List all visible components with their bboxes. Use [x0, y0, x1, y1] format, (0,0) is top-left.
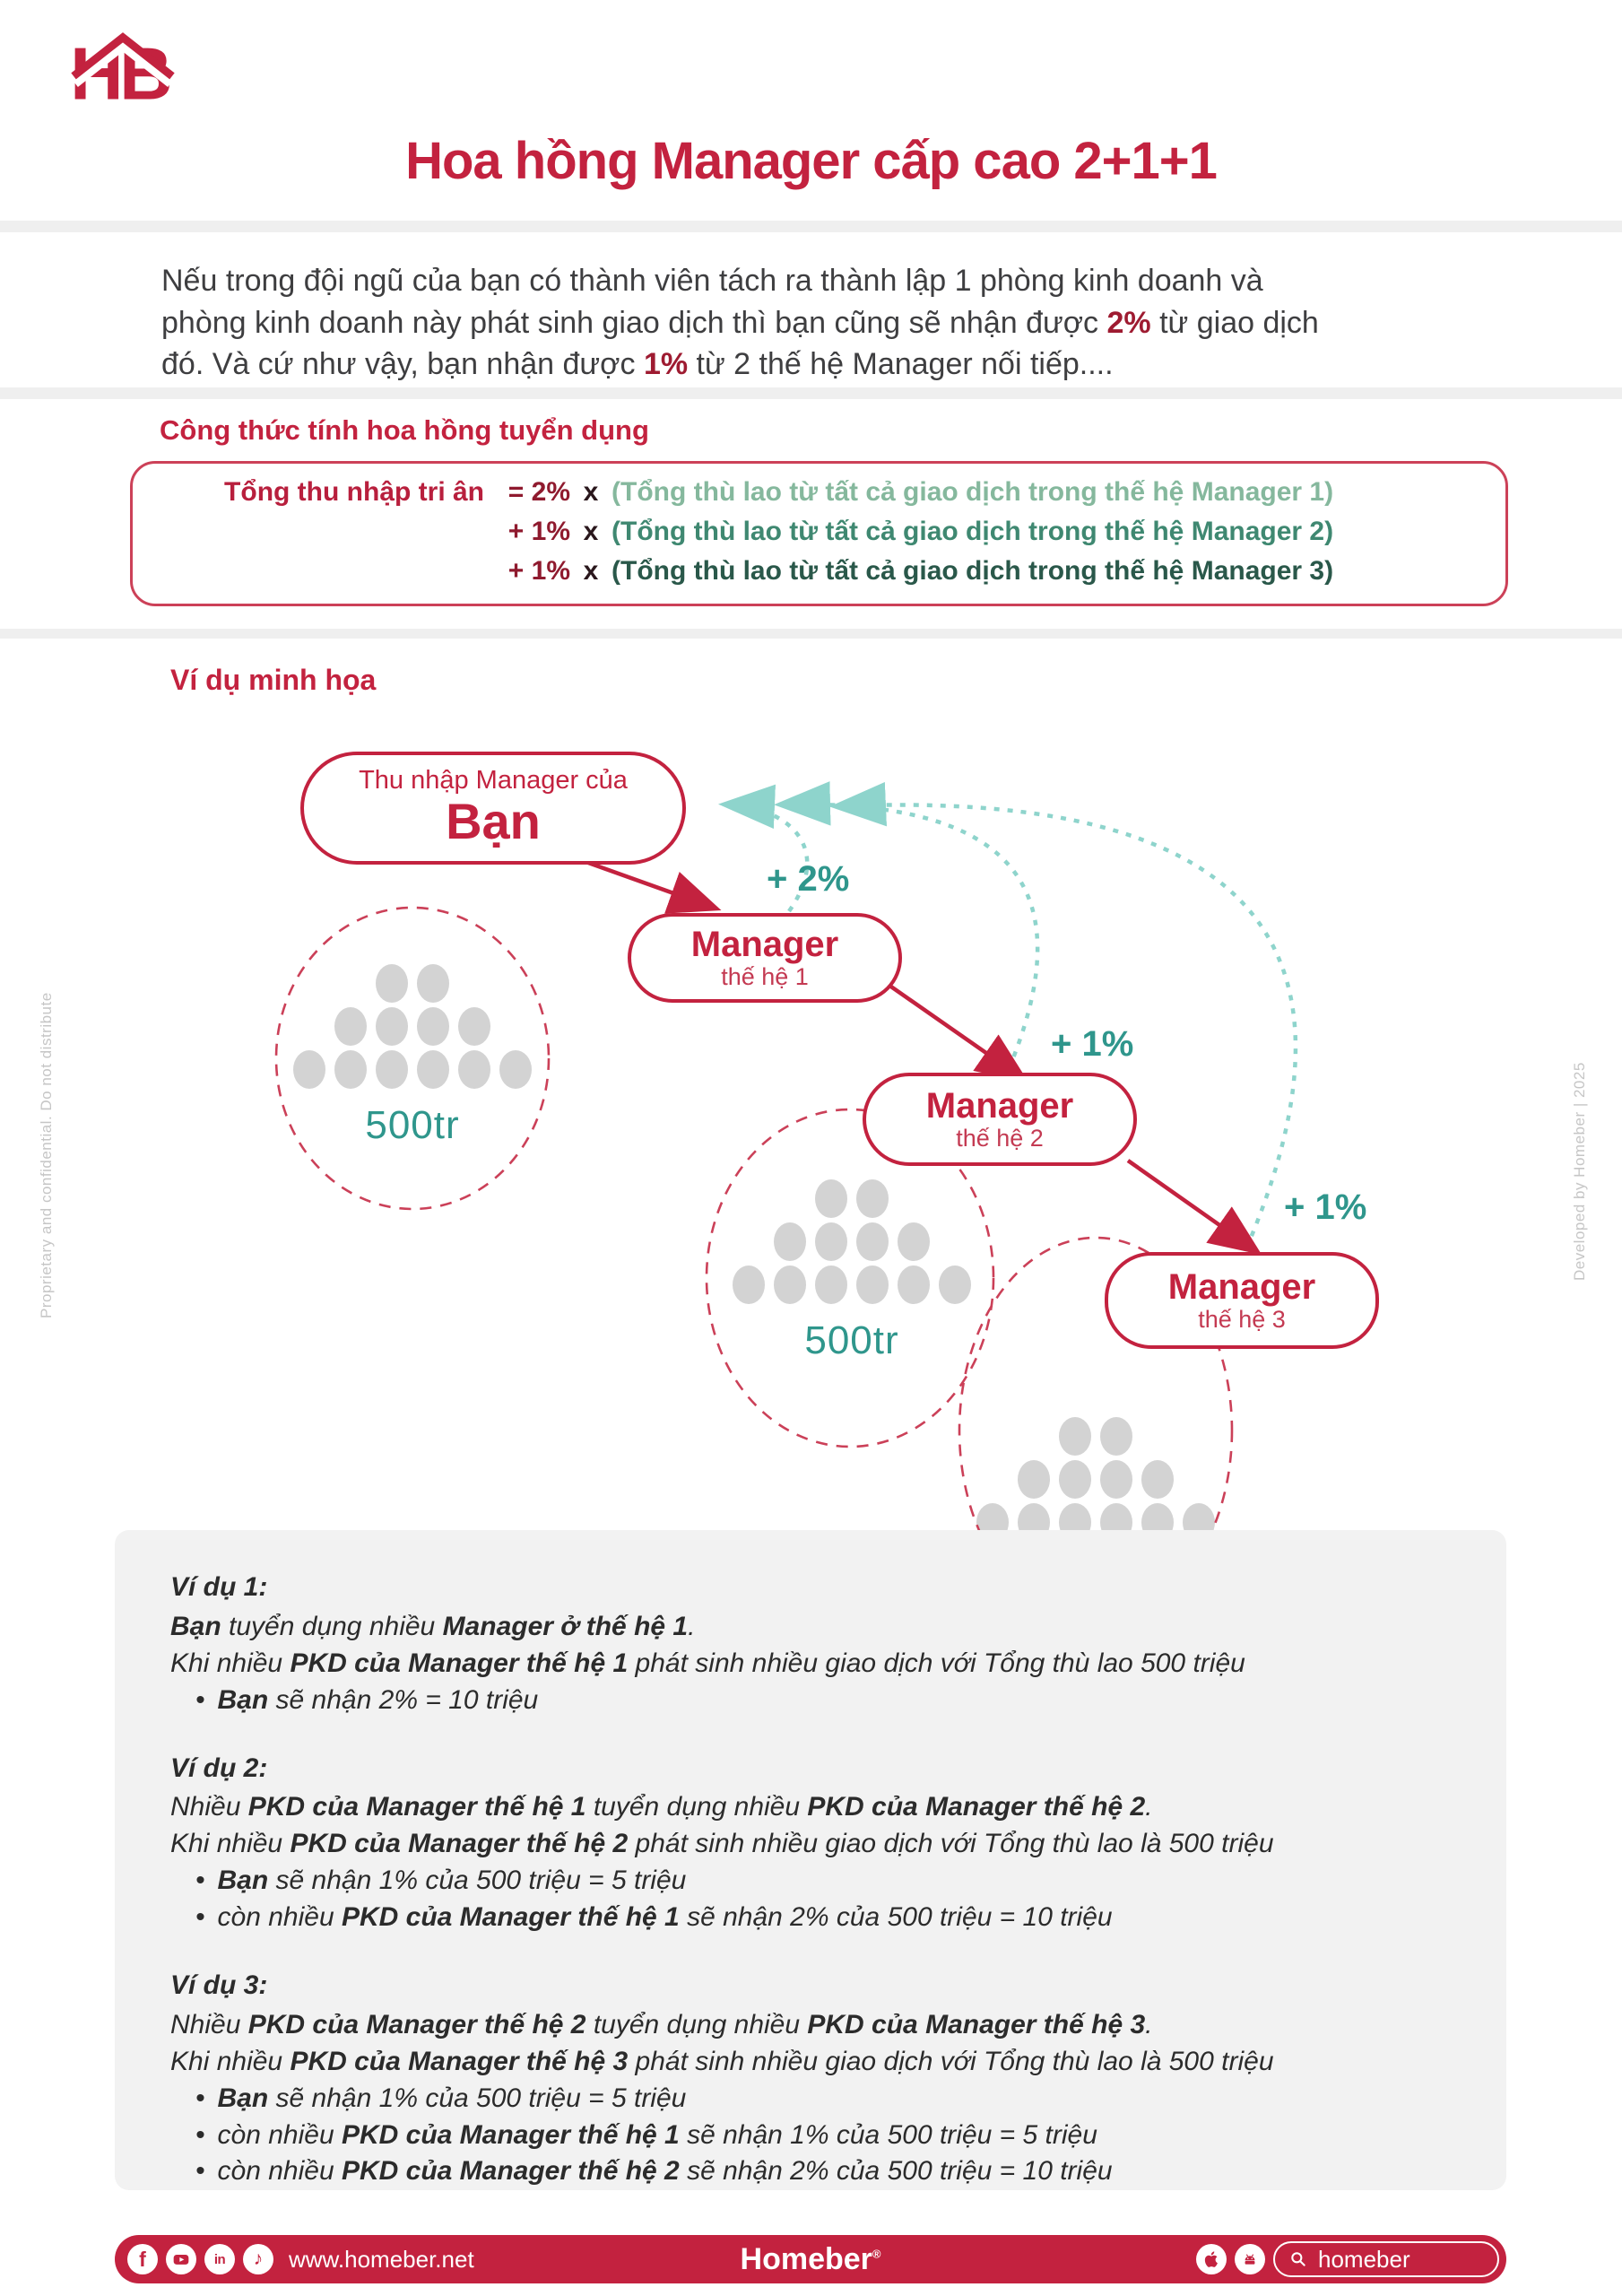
- footer-brand-text: Homeber: [740, 2241, 872, 2276]
- person-dot: [856, 1265, 889, 1304]
- manager-gen3-sub: thế hệ 3: [1198, 1305, 1286, 1333]
- formula-text-gen3: (Tổng thù lao từ tất cả giao dịch trong thế hệ Manager 3): [612, 556, 1334, 586]
- footer-url[interactable]: www.homeber.net: [289, 2245, 474, 2273]
- commission-pct-gen3: + 1%: [1284, 1187, 1367, 1227]
- intro-line-3: đó. Và cứ như vậy, bạn nhận được 1% từ 2 thế hệ Manager nối tiếp....: [161, 347, 1114, 382]
- footer-apps-group: [1196, 2241, 1499, 2277]
- person-dot: [898, 1222, 930, 1261]
- example-3-line-1: Nhiều PKD của Manager thế hệ 2 tuyển dụng nhiều PKD của Manager thế hệ 3.: [170, 2009, 1153, 2039]
- formula-pct-3: + 1%: [507, 556, 570, 586]
- bullet-icon: •: [195, 1684, 205, 1715]
- revenue-label-gen2: 500tr: [804, 1318, 899, 1362]
- arrow-gen1-to-gen2: [886, 983, 1022, 1078]
- formula-label-empty-2: [151, 517, 484, 547]
- person-dot: [458, 1050, 490, 1089]
- person-dot: [417, 1007, 449, 1046]
- example-3-bullet-1: [170, 2081, 1444, 2117]
- commission-pct-gen1: + 2%: [767, 859, 850, 899]
- example-2-title: Ví dụ 2:: [170, 1752, 268, 1783]
- formula-mult-1: x: [583, 477, 599, 507]
- team-cluster-gen2: [731, 1175, 973, 1363]
- formula-mult-2: x: [583, 517, 599, 546]
- person-dot: [815, 1179, 847, 1218]
- divider-band-3: [0, 629, 1622, 639]
- footer-bar: [115, 2235, 1506, 2283]
- app-search-text: homeber: [1318, 2245, 1410, 2273]
- person-dot: [815, 1265, 847, 1304]
- intro-paragraph: [161, 260, 1515, 386]
- manager-gen3-pill: [1105, 1252, 1379, 1349]
- bullet-icon: •: [195, 2156, 205, 2187]
- person-dot: [856, 1179, 889, 1218]
- person-dot: [1018, 1460, 1050, 1499]
- intro-line-1: Nếu trong đội ngũ của bạn có thành viên tách ra thành lập 1 phòng kinh doanh và: [161, 264, 1263, 298]
- app-search-box[interactable]: [1273, 2241, 1499, 2277]
- confidential-note: Proprietary and confidential. Do not distribute: [38, 992, 55, 1318]
- person-dot: [733, 1265, 765, 1304]
- intro-line-2: phòng kinh doanh này phát sinh giao dịch thì bạn cũng sẽ nhận được 2% từ giao dịch: [161, 305, 1319, 340]
- person-dot: [293, 1050, 325, 1089]
- you-pill-name: Bạn: [446, 793, 541, 849]
- youtube-icon[interactable]: [166, 2244, 196, 2274]
- formula-pct-1: = 2%: [507, 477, 570, 507]
- example-3: [170, 1968, 1444, 2189]
- example-3-title: Ví dụ 3:: [170, 1970, 268, 2001]
- person-dot: [856, 1222, 889, 1261]
- magnifier-icon: [1289, 2250, 1307, 2268]
- example-3-bullet-3: [170, 2153, 1444, 2189]
- manager-gen1-sub: thế hệ 1: [721, 962, 809, 990]
- divider-band-1: [0, 221, 1622, 232]
- manager-gen2-title: Manager: [925, 1085, 1074, 1126]
- logo-letter-b: B: [119, 32, 173, 116]
- youtube-play-glyph: [172, 2250, 190, 2268]
- formula-label-empty-3: [151, 556, 484, 587]
- logo-letter-h: H: [70, 32, 124, 116]
- people-dots-gen2: [733, 1175, 971, 1304]
- person-dot: [376, 964, 408, 1003]
- formula-text-gen1: (Tổng thù lao từ tất cả giao dịch trong thế hệ Manager 1): [612, 477, 1334, 507]
- formula-heading: Công thức tính hoa hồng tuyển dụng: [160, 414, 649, 446]
- tiktok-icon[interactable]: ♪: [243, 2244, 273, 2274]
- bullet-icon: •: [195, 1902, 205, 1933]
- apple-glyph: [1202, 2250, 1220, 2268]
- example-2-line-1: Nhiều PKD của Manager thế hệ 1 tuyển dụng nhiều PKD của Manager thế hệ 2.: [170, 1792, 1153, 1822]
- formula-box: [130, 461, 1508, 606]
- linkedin-icon[interactable]: in: [204, 2244, 235, 2274]
- person-dot: [898, 1265, 930, 1304]
- manager-gen2-sub: thế hệ 2: [956, 1124, 1044, 1152]
- developed-by-note: Developed by Homeber | 2025: [1571, 1062, 1588, 1281]
- you-income-pill: [300, 752, 686, 865]
- person-dot: [376, 1050, 408, 1089]
- people-dots-gen3: [976, 1413, 1215, 1542]
- example-1-title: Ví dụ 1:: [170, 1572, 268, 1602]
- footer-social-group: [127, 2244, 474, 2274]
- person-dot: [1141, 1460, 1174, 1499]
- example-3-bullet-2-text: còn nhiều PKD của Manager thế hệ 1 sẽ nhận 1% của 500 triệu = 5 triệu: [217, 2119, 1097, 2150]
- you-pill-caption: Thu nhập Manager của: [359, 766, 628, 795]
- example-1-line-1: Bạn tuyển dụng nhiều Manager ở thế hệ 1.: [170, 1611, 696, 1641]
- manager-gen1-pill: [628, 913, 902, 1003]
- example-1: [170, 1570, 1444, 1718]
- manager-gen3-title: Manager: [1167, 1266, 1316, 1307]
- example-2-bullet-2-text: còn nhiều PKD của Manager thế hệ 1 sẽ nhận 2% của 500 triệu = 10 triệu: [217, 1902, 1113, 1933]
- person-dot: [499, 1050, 532, 1089]
- formula-text-gen2: (Tổng thù lao từ tất cả giao dịch trong thế hệ Manager 2): [612, 517, 1334, 546]
- person-dot: [1100, 1460, 1132, 1499]
- person-dot: [774, 1265, 806, 1304]
- person-dot: [376, 1007, 408, 1046]
- arrow-you-to-gen1: [578, 859, 714, 908]
- manager-gen2-pill: [863, 1073, 1137, 1166]
- revenue-label-gen1: 500tr: [365, 1103, 460, 1147]
- facebook-icon[interactable]: f: [127, 2244, 158, 2274]
- example-2-bullet-1: [170, 1863, 1444, 1899]
- example-1-bullet-1-text: Bạn sẽ nhận 2% = 10 triệu: [217, 1684, 539, 1715]
- example-2-bullet-1-text: Bạn sẽ nhận 1% của 500 triệu = 5 triệu: [217, 1866, 687, 1896]
- example-2: [170, 1751, 1444, 1935]
- person-dot: [1059, 1460, 1091, 1499]
- example-3-bullet-1-text: Bạn sẽ nhận 1% của 500 triệu = 5 triệu: [217, 2083, 687, 2113]
- example-2-bullet-2: [170, 1900, 1444, 1935]
- manager-gen1-title: Manager: [690, 924, 839, 964]
- person-dot: [334, 1007, 367, 1046]
- example-1-line-2: Khi nhiều PKD của Manager thế hệ 1 phát sinh nhiều giao dịch với Tổng thù lao 500 triệu: [170, 1648, 1245, 1678]
- formula-label: Tổng thu nhập tri ân: [224, 477, 484, 507]
- person-dot: [334, 1050, 367, 1089]
- person-dot: [458, 1007, 490, 1046]
- person-dot: [1100, 1417, 1132, 1456]
- bullet-icon: •: [195, 2119, 205, 2150]
- example-3-bullet-2: [170, 2118, 1444, 2153]
- android-glyph: [1241, 2250, 1259, 2268]
- homeber-logo: [70, 25, 176, 118]
- page-title: Hoa hồng Manager cấp cao 2+1+1: [405, 132, 1217, 190]
- example-1-bullet-1: [170, 1683, 1444, 1718]
- person-dot: [774, 1222, 806, 1261]
- homeber-logo-monogram: [70, 25, 176, 118]
- commission-pct-gen2: + 1%: [1051, 1024, 1134, 1064]
- team-cluster-gen1: [291, 960, 533, 1148]
- bullet-icon: •: [195, 2083, 205, 2113]
- android-icon[interactable]: [1235, 2244, 1265, 2274]
- arrow-gen2-to-gen3: [1128, 1161, 1255, 1250]
- examples-box: [115, 1530, 1506, 2190]
- example-3-line-2: Khi nhiều PKD của Manager thế hệ 3 phát sinh nhiều giao dịch với Tổng thù lao là 500 triệu: [170, 2046, 1274, 2076]
- bullet-icon: •: [195, 1866, 205, 1896]
- formula-mult-3: x: [583, 556, 599, 586]
- people-dots-gen1: [293, 960, 532, 1089]
- apple-icon[interactable]: [1196, 2244, 1227, 2274]
- example-3-bullet-3-text: còn nhiều PKD của Manager thế hệ 2 sẽ nhận 2% của 500 triệu = 10 triệu: [217, 2156, 1113, 2187]
- person-dot: [417, 1050, 449, 1089]
- example-2-line-2: Khi nhiều PKD của Manager thế hệ 2 phát sinh nhiều giao dịch với Tổng thù lao là 500 triệu: [170, 1829, 1274, 1859]
- example-heading: Ví dụ minh họa: [170, 664, 377, 696]
- divider-band-2: [0, 387, 1622, 399]
- person-dot: [1059, 1417, 1091, 1456]
- registered-mark: ®: [872, 2247, 881, 2261]
- person-dot: [417, 964, 449, 1003]
- person-dot: [939, 1265, 971, 1304]
- person-dot: [815, 1222, 847, 1261]
- formula-pct-2: + 1%: [507, 517, 570, 546]
